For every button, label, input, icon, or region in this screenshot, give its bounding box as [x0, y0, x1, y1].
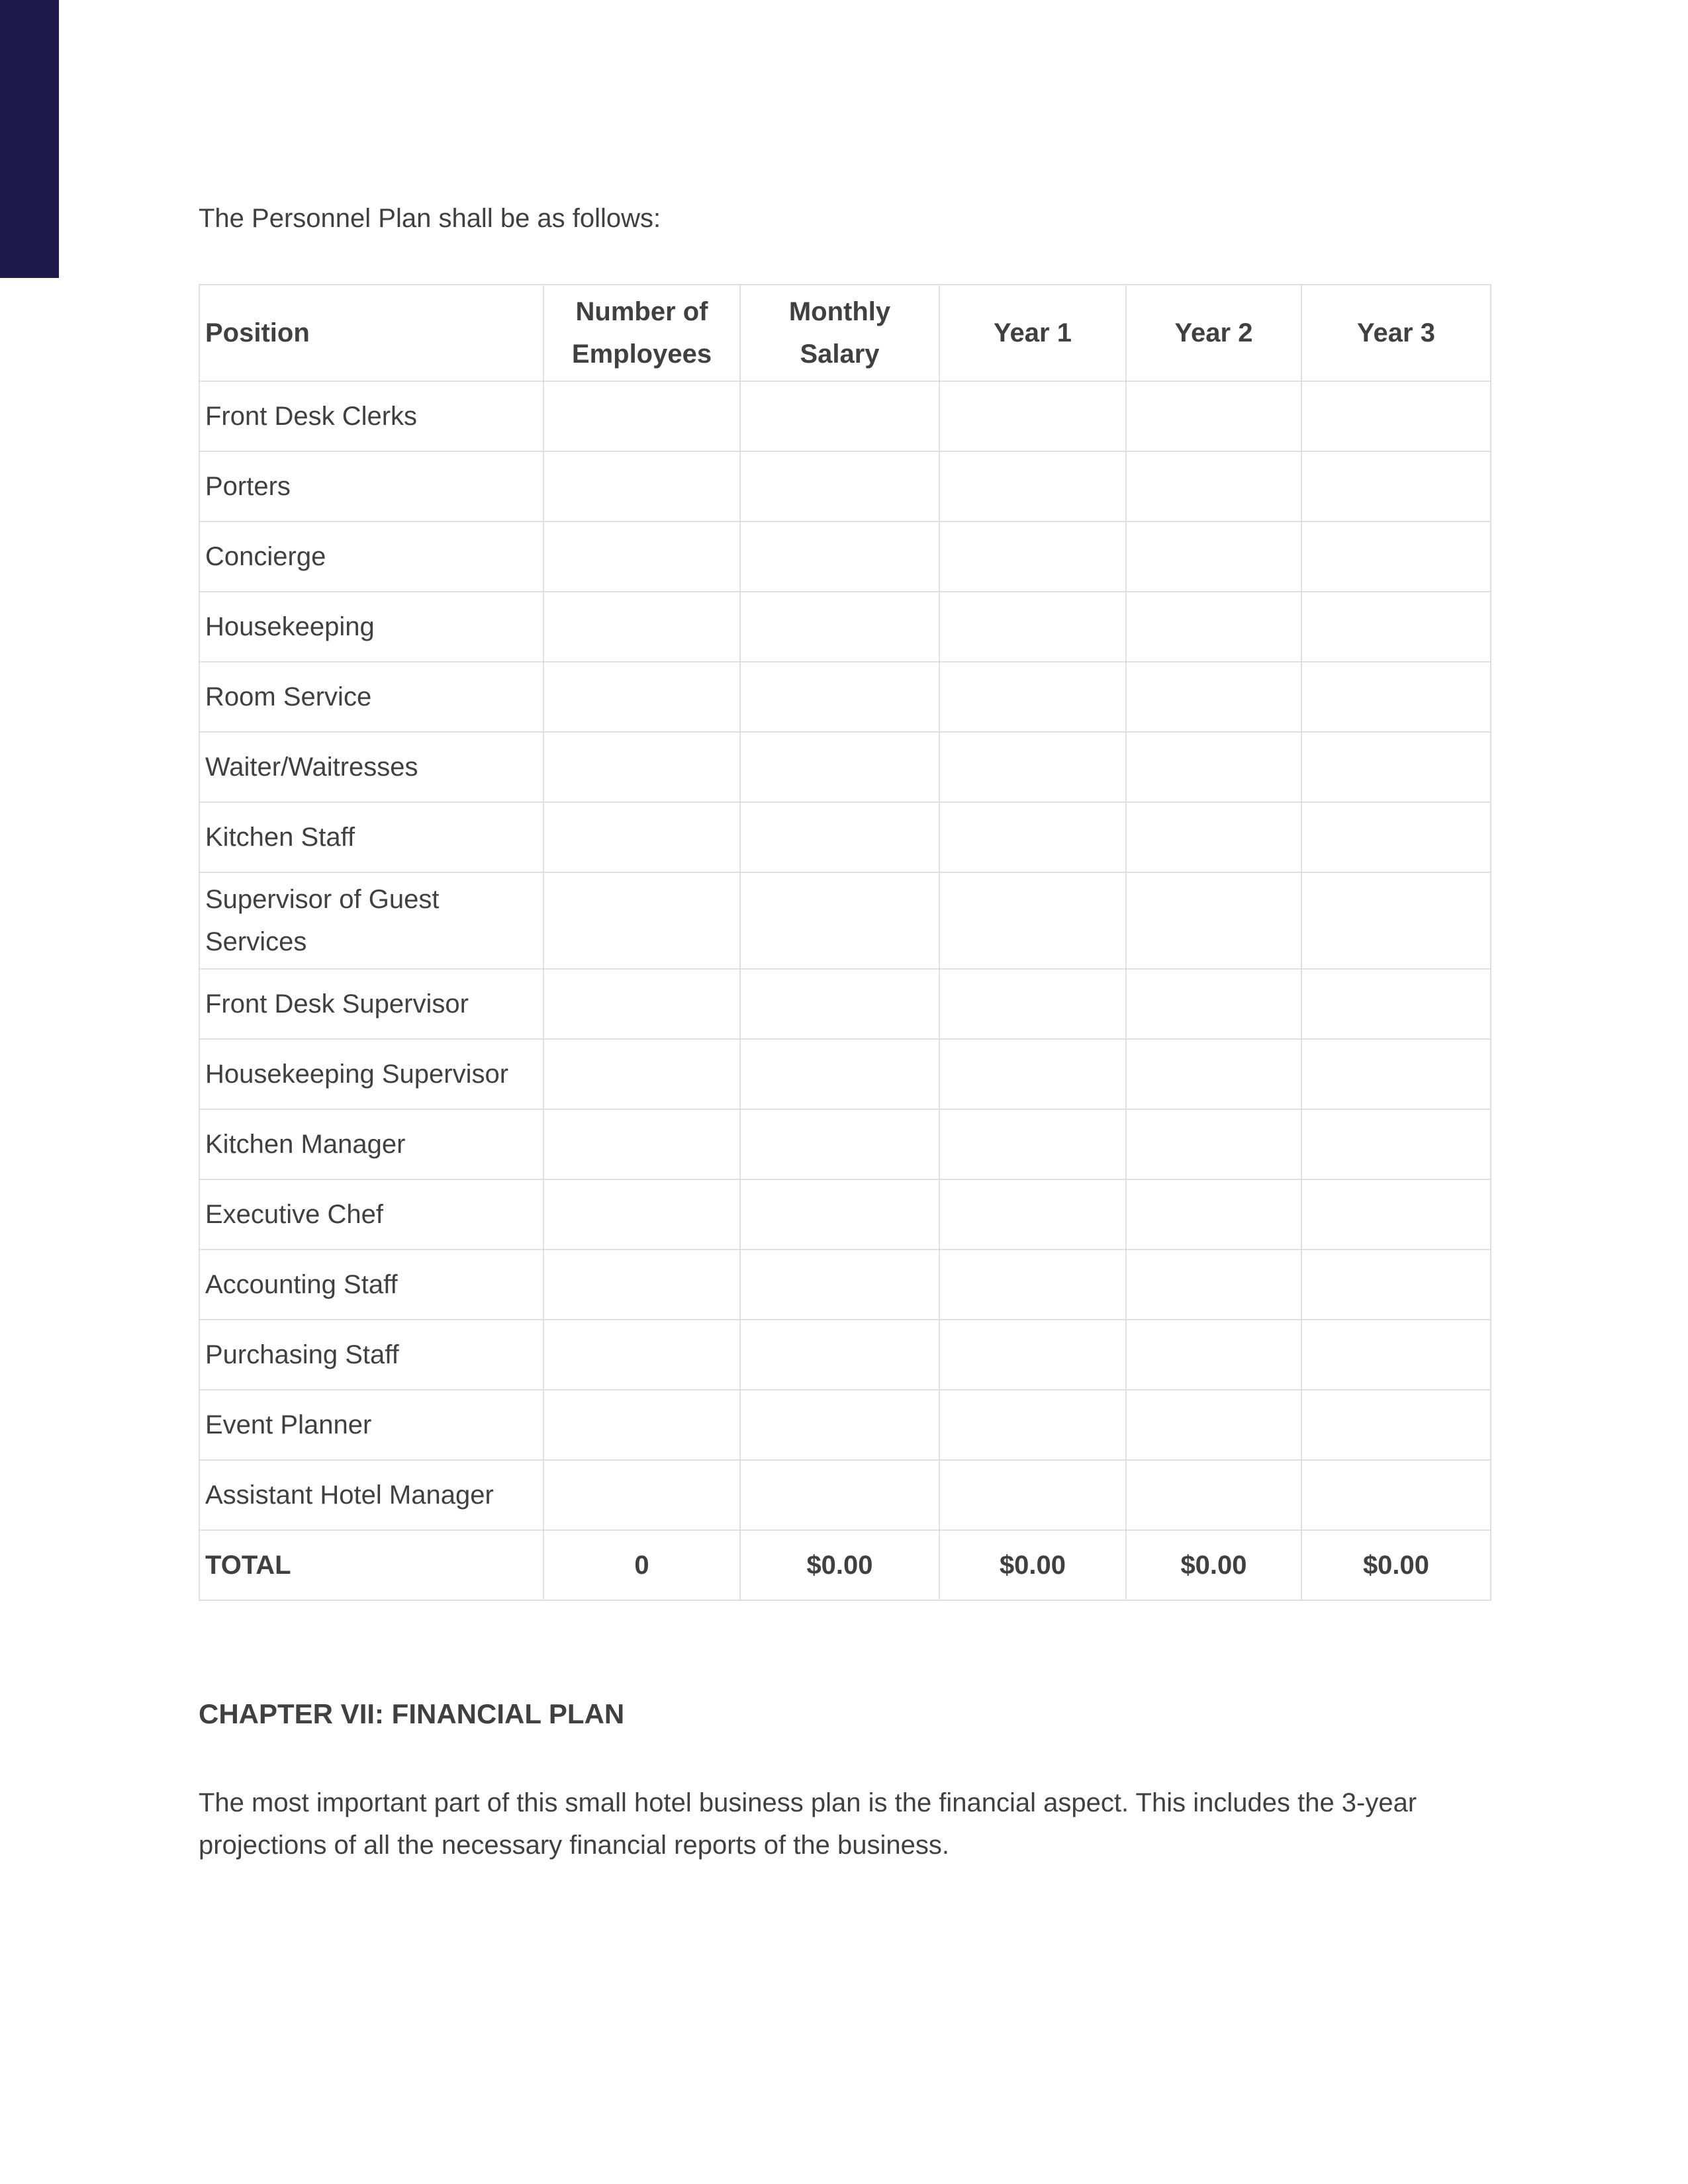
year-1-cell: [939, 872, 1126, 969]
header-number-of-employees: Number of Employees: [543, 285, 740, 381]
total-label: TOTAL: [199, 1530, 543, 1600]
employees-cell: [543, 872, 740, 969]
table-row: [199, 1460, 1491, 1530]
year-1-cell: [939, 732, 1126, 802]
monthly-salary-cell: [740, 1039, 939, 1109]
employees-cell: [543, 802, 740, 872]
position-cell: Purchasing Staff: [199, 1320, 543, 1390]
header-year-3: Year 3: [1301, 285, 1491, 381]
year-2-cell: [1126, 451, 1301, 522]
year-3-cell: [1301, 1250, 1491, 1320]
table-row: [199, 1039, 1491, 1109]
header-position: Position: [199, 285, 543, 381]
position-cell: Housekeeping Supervisor: [199, 1039, 543, 1109]
employees-cell: [543, 592, 740, 662]
monthly-salary-cell: [740, 662, 939, 732]
total-year-2: $0.00: [1126, 1530, 1301, 1600]
monthly-salary-cell: [740, 872, 939, 969]
year-1-cell: [939, 1390, 1126, 1460]
header-year-2: Year 2: [1126, 285, 1301, 381]
decorative-sidebar-bar: [0, 0, 59, 278]
year-2-cell: [1126, 802, 1301, 872]
table-row: [199, 1250, 1491, 1320]
monthly-salary-cell: [740, 522, 939, 592]
table-row: [199, 969, 1491, 1039]
year-2-cell: [1126, 1460, 1301, 1530]
employees-cell: [543, 381, 740, 451]
year-2-cell: [1126, 1039, 1301, 1109]
table-row: [199, 1109, 1491, 1179]
monthly-salary-cell: [740, 1390, 939, 1460]
year-1-cell: [939, 802, 1126, 872]
table-header-row: [199, 285, 1491, 381]
year-2-cell: [1126, 381, 1301, 451]
total-employees: 0: [543, 1530, 740, 1600]
year-3-cell: [1301, 1460, 1491, 1530]
position-cell: Assistant Hotel Manager: [199, 1460, 543, 1530]
year-3-cell: [1301, 381, 1491, 451]
table-row-total: [199, 1530, 1491, 1600]
table-row: [199, 451, 1491, 522]
monthly-salary-cell: [740, 1179, 939, 1250]
position-cell: Executive Chef: [199, 1179, 543, 1250]
monthly-salary-cell: [740, 802, 939, 872]
monthly-salary-cell: [740, 1109, 939, 1179]
employees-cell: [543, 522, 740, 592]
monthly-salary-cell: [740, 732, 939, 802]
year-2-cell: [1126, 592, 1301, 662]
year-1-cell: [939, 662, 1126, 732]
employees-cell: [543, 1179, 740, 1250]
table-row: [199, 381, 1491, 451]
header-year-1: Year 1: [939, 285, 1126, 381]
position-cell: Front Desk Supervisor: [199, 969, 543, 1039]
employees-cell: [543, 732, 740, 802]
year-3-cell: [1301, 662, 1491, 732]
position-cell: Concierge: [199, 522, 543, 592]
year-1-cell: [939, 522, 1126, 592]
year-3-cell: [1301, 802, 1491, 872]
year-3-cell: [1301, 592, 1491, 662]
year-1-cell: [939, 1250, 1126, 1320]
year-2-cell: [1126, 1109, 1301, 1179]
year-2-cell: [1126, 732, 1301, 802]
year-1-cell: [939, 451, 1126, 522]
year-3-cell: [1301, 969, 1491, 1039]
position-cell: Room Service: [199, 662, 543, 732]
position-cell: Kitchen Staff: [199, 802, 543, 872]
position-cell: Housekeeping: [199, 592, 543, 662]
table-row: [199, 662, 1491, 732]
year-3-cell: [1301, 1320, 1491, 1390]
table-body: [199, 381, 1491, 1600]
table-row: [199, 1179, 1491, 1250]
year-3-cell: [1301, 1039, 1491, 1109]
position-cell: Waiter/Waitresses: [199, 732, 543, 802]
employees-cell: [543, 1109, 740, 1179]
year-1-cell: [939, 381, 1126, 451]
monthly-salary-cell: [740, 969, 939, 1039]
employees-cell: [543, 1320, 740, 1390]
year-1-cell: [939, 592, 1126, 662]
year-3-cell: [1301, 522, 1491, 592]
employees-cell: [543, 1460, 740, 1530]
table-row: [199, 732, 1491, 802]
year-1-cell: [939, 1320, 1126, 1390]
year-1-cell: [939, 1460, 1126, 1530]
year-3-cell: [1301, 1390, 1491, 1460]
year-1-cell: [939, 1179, 1126, 1250]
monthly-salary-cell: [740, 1250, 939, 1320]
total-year-1: $0.00: [939, 1530, 1126, 1600]
year-3-cell: [1301, 1179, 1491, 1250]
position-cell: Porters: [199, 451, 543, 522]
total-year-3: $0.00: [1301, 1530, 1491, 1600]
year-1-cell: [939, 1109, 1126, 1179]
intro-text: The Personnel Plan shall be as follows:: [199, 204, 661, 233]
year-3-cell: [1301, 872, 1491, 969]
table-row: [199, 1390, 1491, 1460]
chapter-heading: CHAPTER VII: FINANCIAL PLAN: [199, 1698, 625, 1729]
position-cell: Kitchen Manager: [199, 1109, 543, 1179]
position-cell: Supervisor of Guest Services: [199, 872, 543, 969]
total-monthly-salary: $0.00: [740, 1530, 939, 1600]
monthly-salary-cell: [740, 1320, 939, 1390]
employees-cell: [543, 1250, 740, 1320]
year-3-cell: [1301, 1109, 1491, 1179]
year-2-cell: [1126, 1320, 1301, 1390]
table-row: [199, 1320, 1491, 1390]
table-row: [199, 522, 1491, 592]
year-2-cell: [1126, 1250, 1301, 1320]
position-cell: Front Desk Clerks: [199, 381, 543, 451]
table-row: [199, 872, 1491, 969]
monthly-salary-cell: [740, 1460, 939, 1530]
year-2-cell: [1126, 1179, 1301, 1250]
year-2-cell: [1126, 1390, 1301, 1460]
year-3-cell: [1301, 451, 1491, 522]
table-row: [199, 802, 1491, 872]
employees-cell: [543, 969, 740, 1039]
position-cell: Accounting Staff: [199, 1250, 543, 1320]
year-1-cell: [939, 969, 1126, 1039]
employees-cell: [543, 662, 740, 732]
monthly-salary-cell: [740, 592, 939, 662]
position-cell: Event Planner: [199, 1390, 543, 1460]
table-row: [199, 592, 1491, 662]
employees-cell: [543, 1390, 740, 1460]
employees-cell: [543, 451, 740, 522]
chapter-paragraph: The most important part of this small hotel business plan is the financial aspect. This includes the 3-year projections of all the necessary financial reports of the business.: [199, 1788, 1417, 1860]
year-2-cell: [1126, 969, 1301, 1039]
header-monthly-salary: Monthly Salary: [740, 285, 939, 381]
year-2-cell: [1126, 522, 1301, 592]
year-2-cell: [1126, 872, 1301, 969]
monthly-salary-cell: [740, 381, 939, 451]
personnel-plan-table: [199, 284, 1491, 1601]
year-2-cell: [1126, 662, 1301, 732]
employees-cell: [543, 1039, 740, 1109]
year-1-cell: [939, 1039, 1126, 1109]
monthly-salary-cell: [740, 451, 939, 522]
year-3-cell: [1301, 732, 1491, 802]
